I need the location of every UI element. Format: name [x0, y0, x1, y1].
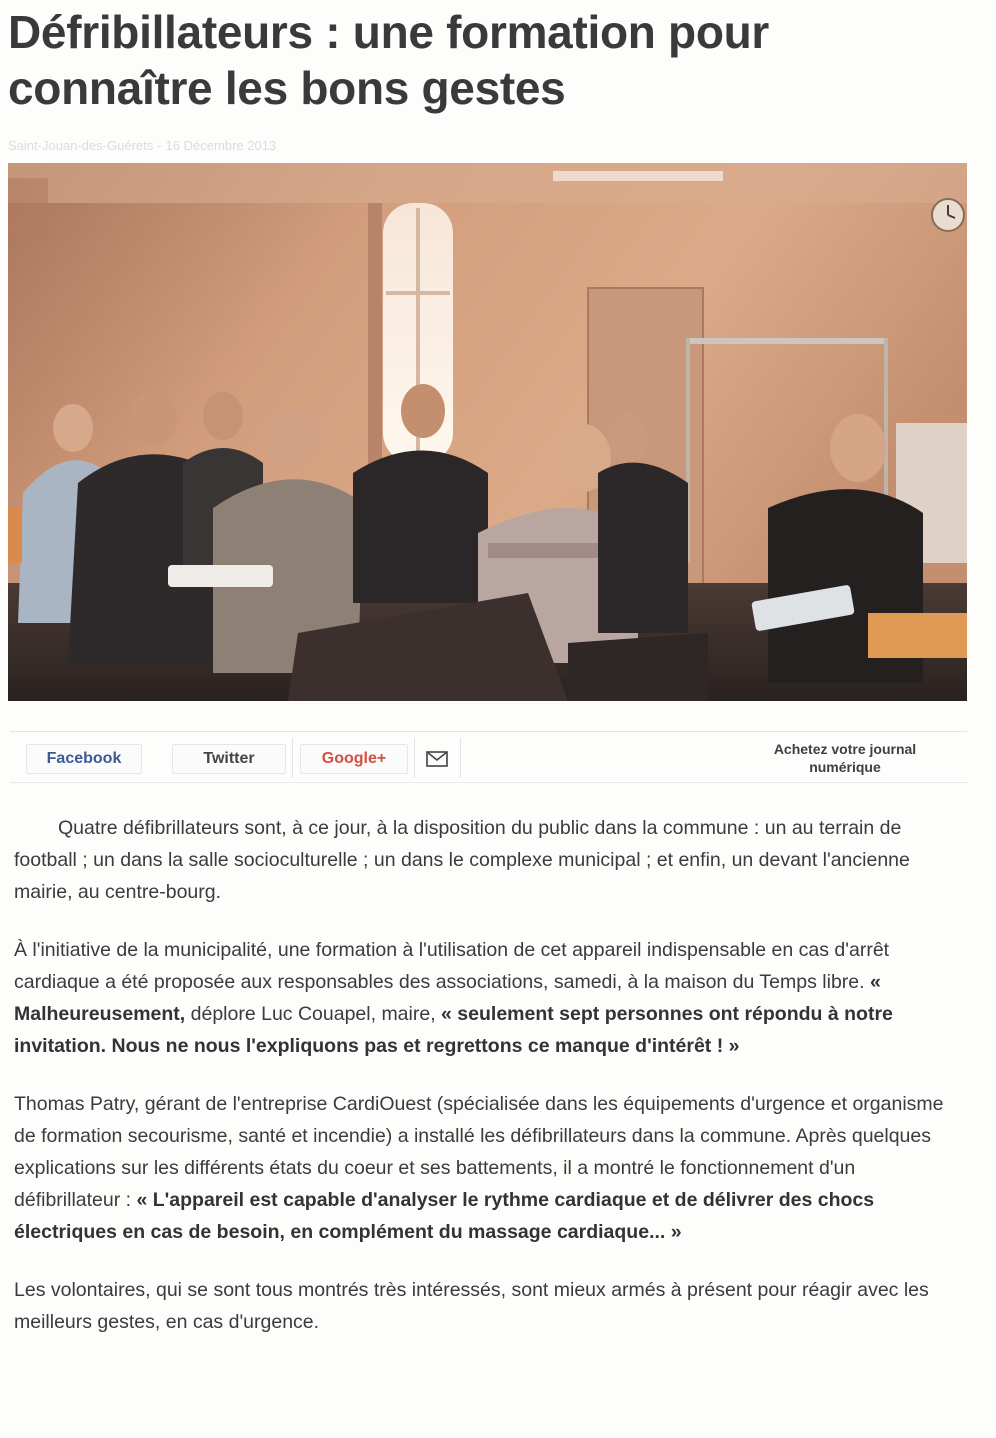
mail-icon[interactable] — [425, 748, 449, 770]
share-divider — [292, 738, 293, 778]
quote-text: « L'appareil est capable d'analyser le rythme cardiaque et de délivrer des chocs électriques en cas de besoin, en complément du massage cardiaque... » — [14, 1189, 875, 1243]
quote-text: « seulement sept personnes ont répondu à notre invitation. Nous ne nous l'expliquons pas et regrettons ce manque d'intérêt ! » — [14, 1003, 893, 1057]
article-photo — [8, 163, 967, 701]
paragraph-text: Les volontaires, qui se sont tous montrés très intéressés, sont mieux armés à présent pour réagir avec les meilleurs gestes, en cas d'urgence. — [14, 1279, 929, 1333]
share-bar — [10, 731, 967, 783]
training-room-photo — [8, 163, 967, 701]
paragraph-gap — [14, 1248, 966, 1274]
paragraph-text: déplore Luc Couapel, maire, — [185, 1003, 442, 1025]
dateline — [8, 138, 276, 153]
share-divider — [414, 738, 415, 778]
article-paragraph — [14, 934, 966, 1062]
paragraph-text: Thomas Patry, gérant de l'entreprise CardiOuest (spécialisée dans les équipements d'urgence et organisme de formation secourisme, santé et incendie) a installé les défibrillateurs dans la commune. Après quelques explications sur les différents états du coeur et ses battements, il a montré le fonctionnement d'un défibrillateur : — [14, 1093, 944, 1211]
article-paragraph — [14, 1088, 966, 1248]
facebook-share-button[interactable]: Facebook — [26, 744, 142, 774]
article-paragraph — [14, 812, 966, 908]
paragraph-text: À l'initiative de la municipalité, une formation à l'utilisation de cet appareil indispensable en cas d'arrêt cardiaque a été proposée aux responsables des associations, samedi, à la maison du Temps libre. — [14, 939, 890, 993]
dateline-separator: - — [157, 138, 162, 153]
share-divider — [460, 738, 461, 778]
google-plus-share-button[interactable]: Google+ — [300, 744, 408, 774]
article-paragraph — [14, 1274, 966, 1338]
article-location: Saint-Jouan-des-Guérets — [8, 138, 154, 153]
twitter-share-button[interactable]: Twitter — [172, 744, 286, 774]
article-date: 16 Décembre 2013 — [165, 138, 277, 153]
paragraph-gap — [14, 1062, 966, 1088]
article-body — [14, 812, 966, 1338]
quote-text: « Malheureusement, — [14, 971, 881, 1025]
buy-digital-newspaper-link[interactable]: Achetez votre journal numérique — [773, 741, 917, 775]
paragraph-gap — [14, 908, 966, 934]
paragraph-text: Quatre défibrillateurs sont, à ce jour, à la disposition du public dans la commune : un au terrain de football ; un dans la salle socioculturelle ; un dans le complexe municipal ; et enfin, un devant l'ancienne mairie, au centre-bourg. — [14, 817, 910, 903]
article-title: Défribillateurs : une formation pour connaître les bons gestes — [8, 6, 770, 114]
